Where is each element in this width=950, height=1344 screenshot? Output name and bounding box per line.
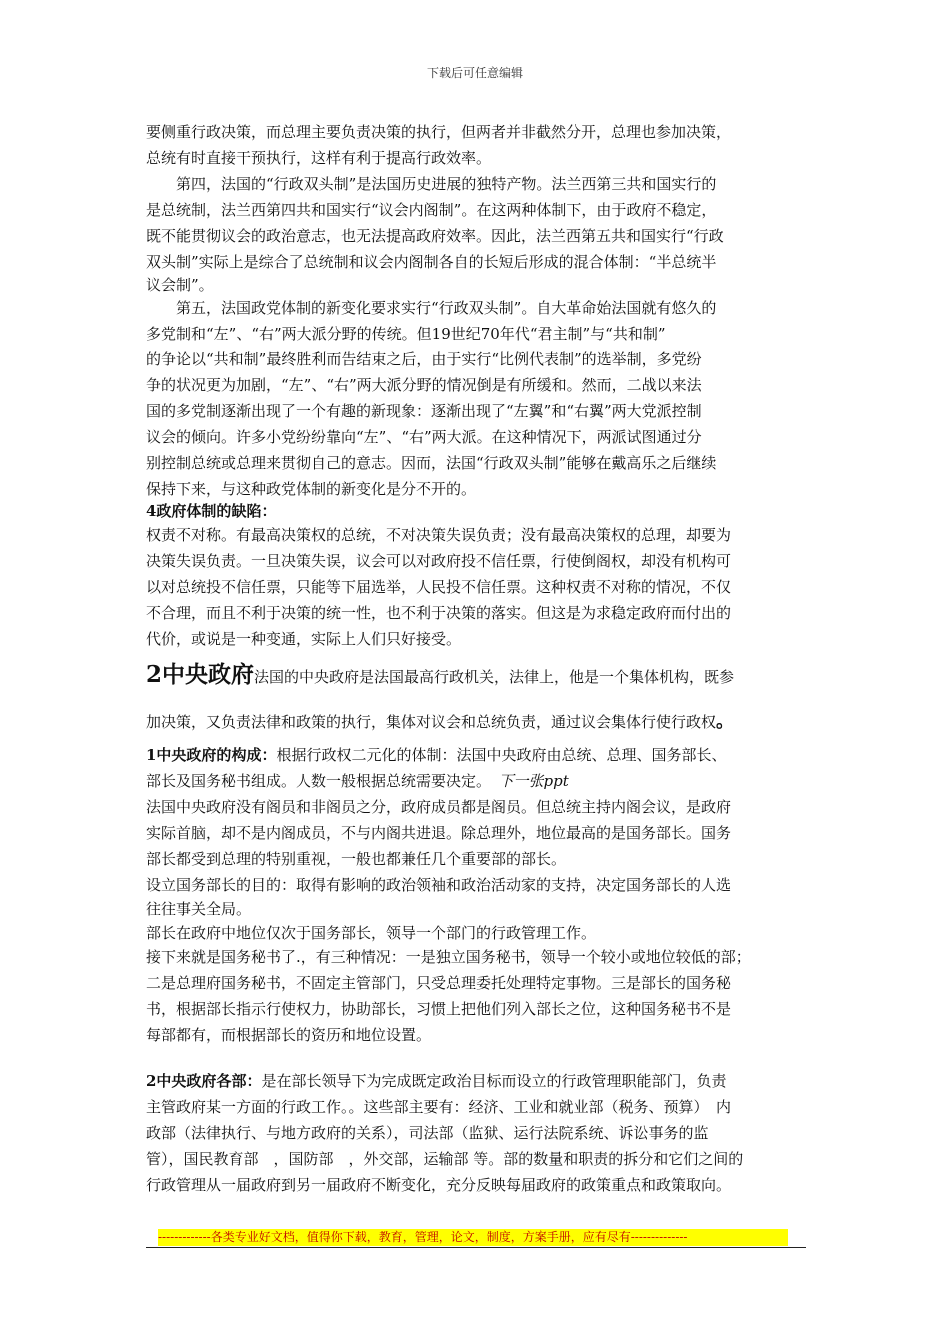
paragraph-line bbox=[146, 712, 734, 732]
paragraph-text: 部长及国务秘书组成。人数一般根据总统需要决定。 bbox=[146, 772, 499, 790]
paragraph-line: 法国中央政府没有阁员和非阁员之分，政府成员都是阁员。但总统主持内阁会议，是政府 bbox=[146, 798, 732, 816]
paragraph-line: 的争论以“共和制”最终胜利而告结束之后，由于实行“比例代表制”的选举制，多党纷 bbox=[146, 350, 702, 368]
footer-banner: -------------各类专业好文档，值得你下载，教育，管理，论文，制度，方案手册，应有尽有-------------- bbox=[158, 1229, 788, 1246]
paragraph-line: 保持下来，与这种政党体制的新变化是分不开的。 bbox=[146, 480, 477, 498]
paragraph-line: 实际首脑，却不是内阁成员，不与内阁共进退。除总理外，地位最高的是国务部长。国务 bbox=[146, 824, 732, 842]
paragraph-line: 争的状况更为加剧，“左”、“右”两大派分野的情况倒是有所缓和。然而，二战以来法 bbox=[146, 376, 702, 394]
paragraph-line: 是总统制，法兰西第四共和国实行“议会内阁制”。在这两种体制下，由于政府不稳定， bbox=[146, 201, 717, 219]
paragraph-line: 主管政府某一方面的行政工作。。这些部主要有：经济、工业和就业部（税务、预算） 内 bbox=[146, 1098, 732, 1116]
paragraph-line: 行政管理从一届政府到另一届政府不断变化，充分反映每届政府的政策重点和政策取向。 bbox=[146, 1176, 732, 1194]
paragraph-line: 既不能贯彻议会的政治意志，也无法提高政府效率。因此，法兰西第五共和国实行“行政 bbox=[146, 227, 724, 245]
paragraph-text: 是在部长领导下为完成既定政治目标而设立的行政管理职能部门，负责 bbox=[261, 1072, 727, 1090]
page-header: 下载后可任意编辑 bbox=[426, 66, 523, 80]
paragraph-line: 部长都受到总理的特别重视，一般也都兼任几个重要部的部长。 bbox=[146, 850, 567, 868]
paragraph-text: 根据行政权二元化的体制：法国中央政府由总统、总理、国务部长、 bbox=[276, 746, 727, 764]
intro-period: 。 bbox=[716, 711, 735, 732]
paragraph-line: 每部都有，而根据部长的资历和地位设置。 bbox=[146, 1026, 432, 1044]
paragraph-line: 国的多党制逐渐出现了一个有趣的新现象：逐渐出现了“左翼”和“右翼”两大党派控制 bbox=[146, 402, 702, 420]
paragraph-line: 第五，法国政党体制的新变化要求实行“行政双头制”。自大革命始法国就有悠久的 bbox=[146, 299, 717, 317]
paragraph-line: 政部（法律执行、与地方政府的关系），司法部（监狱、运行法院系统、诉讼事务的监 bbox=[146, 1124, 709, 1142]
paragraph-line: 接下来就是国务秘书了.，有三种情况：一是独立国务秘书，领导一个较小或地位较低的部； bbox=[146, 948, 751, 966]
paragraph-line: 要侧重行政决策，而总理主要负责决策的执行，但两者并非截然分开，总理也参加决策， bbox=[146, 123, 732, 141]
paragraph-line: 双头制”实际上是综合了总统制和议会内阁制各自的长短后形成的混合体制：“半总统半 bbox=[146, 253, 717, 271]
next-slide-note: 下一张ppt bbox=[498, 772, 569, 790]
paragraph-line: 设立国务部长的目的：取得有影响的政治领袖和政治活动家的支持，决定国务部长的人选 bbox=[146, 876, 732, 894]
paragraph-line: 部长在政府中地位仅次于国务部长，领导一个部门的行政管理工作。 bbox=[146, 924, 597, 942]
subheading: 2中央政府各部： bbox=[146, 1072, 262, 1090]
paragraph-line: 不合理，而且不利于决策的统一性，也不利于决策的落实。但这是为求稳定政府而付出的 bbox=[146, 604, 732, 622]
paragraph-line: 代价，或说是一种变通，实际上人们只好接受。 bbox=[146, 630, 462, 648]
paragraph-line: 别控制总统或总理来贯彻自己的意志。因而，法国“行政双头制”能够在戴高乐之后继续 bbox=[146, 454, 717, 472]
paragraph-line: 议会制”。 bbox=[146, 276, 214, 294]
paragraph-line: 总统有时直接干预执行，这样有利于提高行政效率。 bbox=[146, 149, 492, 167]
central-govt-intro bbox=[146, 661, 734, 691]
intro-text: 加决策，又负责法律和政策的执行，集体对议会和总统负责，通过议会集体行使行政权 bbox=[146, 713, 717, 731]
paragraph-line: 往往事关全局。 bbox=[146, 900, 252, 918]
paragraph-line: 以对总统投不信任票，只能等下届选举，人民投不信任票。这种权责不对称的情况，不仅 bbox=[146, 578, 732, 596]
departments-intro bbox=[146, 1071, 726, 1091]
paragraph-line: 决策失误负责。一旦决策失误，议会可以对政府投不信任票，行使倒阁权，却没有机构可 bbox=[146, 552, 732, 570]
intro-text: 法国的中央政府是法国最高行政机关，法律上，他是一个集体机构，既参 bbox=[254, 668, 735, 686]
section-heading: 4政府体制的缺陷： bbox=[146, 502, 277, 520]
paragraph-line: 二是总理府国务秘书，不固定主管部门，只受总理委托处理特定事物。三是部长的国务秘 bbox=[146, 974, 732, 992]
paragraph-line: 多党制和“左”、“右”两大派分野的传统。但19世纪70年代“君主制”与“共和制” bbox=[146, 325, 666, 343]
footer-divider bbox=[146, 1247, 806, 1248]
paragraph-line: 书，根据部长指示行使权力，协助部长，习惯上把他们列入部长之位，这种国务秘书不是 bbox=[146, 1000, 732, 1018]
paragraph-line: 管），国民教育部 ，国防部 ，外交部，运输部 等。部的数量和职责的拆分和它们之间的 bbox=[146, 1150, 744, 1168]
paragraph-line: 第四，法国的“行政双头制”是法国历史进展的独特产物。法兰西第三共和国实行的 bbox=[146, 175, 717, 193]
section-title: 2中央政府 bbox=[146, 661, 255, 688]
paragraph-line bbox=[146, 771, 569, 791]
subheading: 1中央政府的构成： bbox=[146, 746, 277, 764]
paragraph-line: 权责不对称。有最高决策权的总统，不对决策失误负责；没有最高决策权的总理，却要为 bbox=[146, 526, 732, 544]
paragraph-line: 议会的倾向。许多小党纷纷靠向“左”、“右”两大派。在这种情况下，两派试图通过分 bbox=[146, 428, 702, 446]
composition-intro bbox=[146, 745, 726, 765]
